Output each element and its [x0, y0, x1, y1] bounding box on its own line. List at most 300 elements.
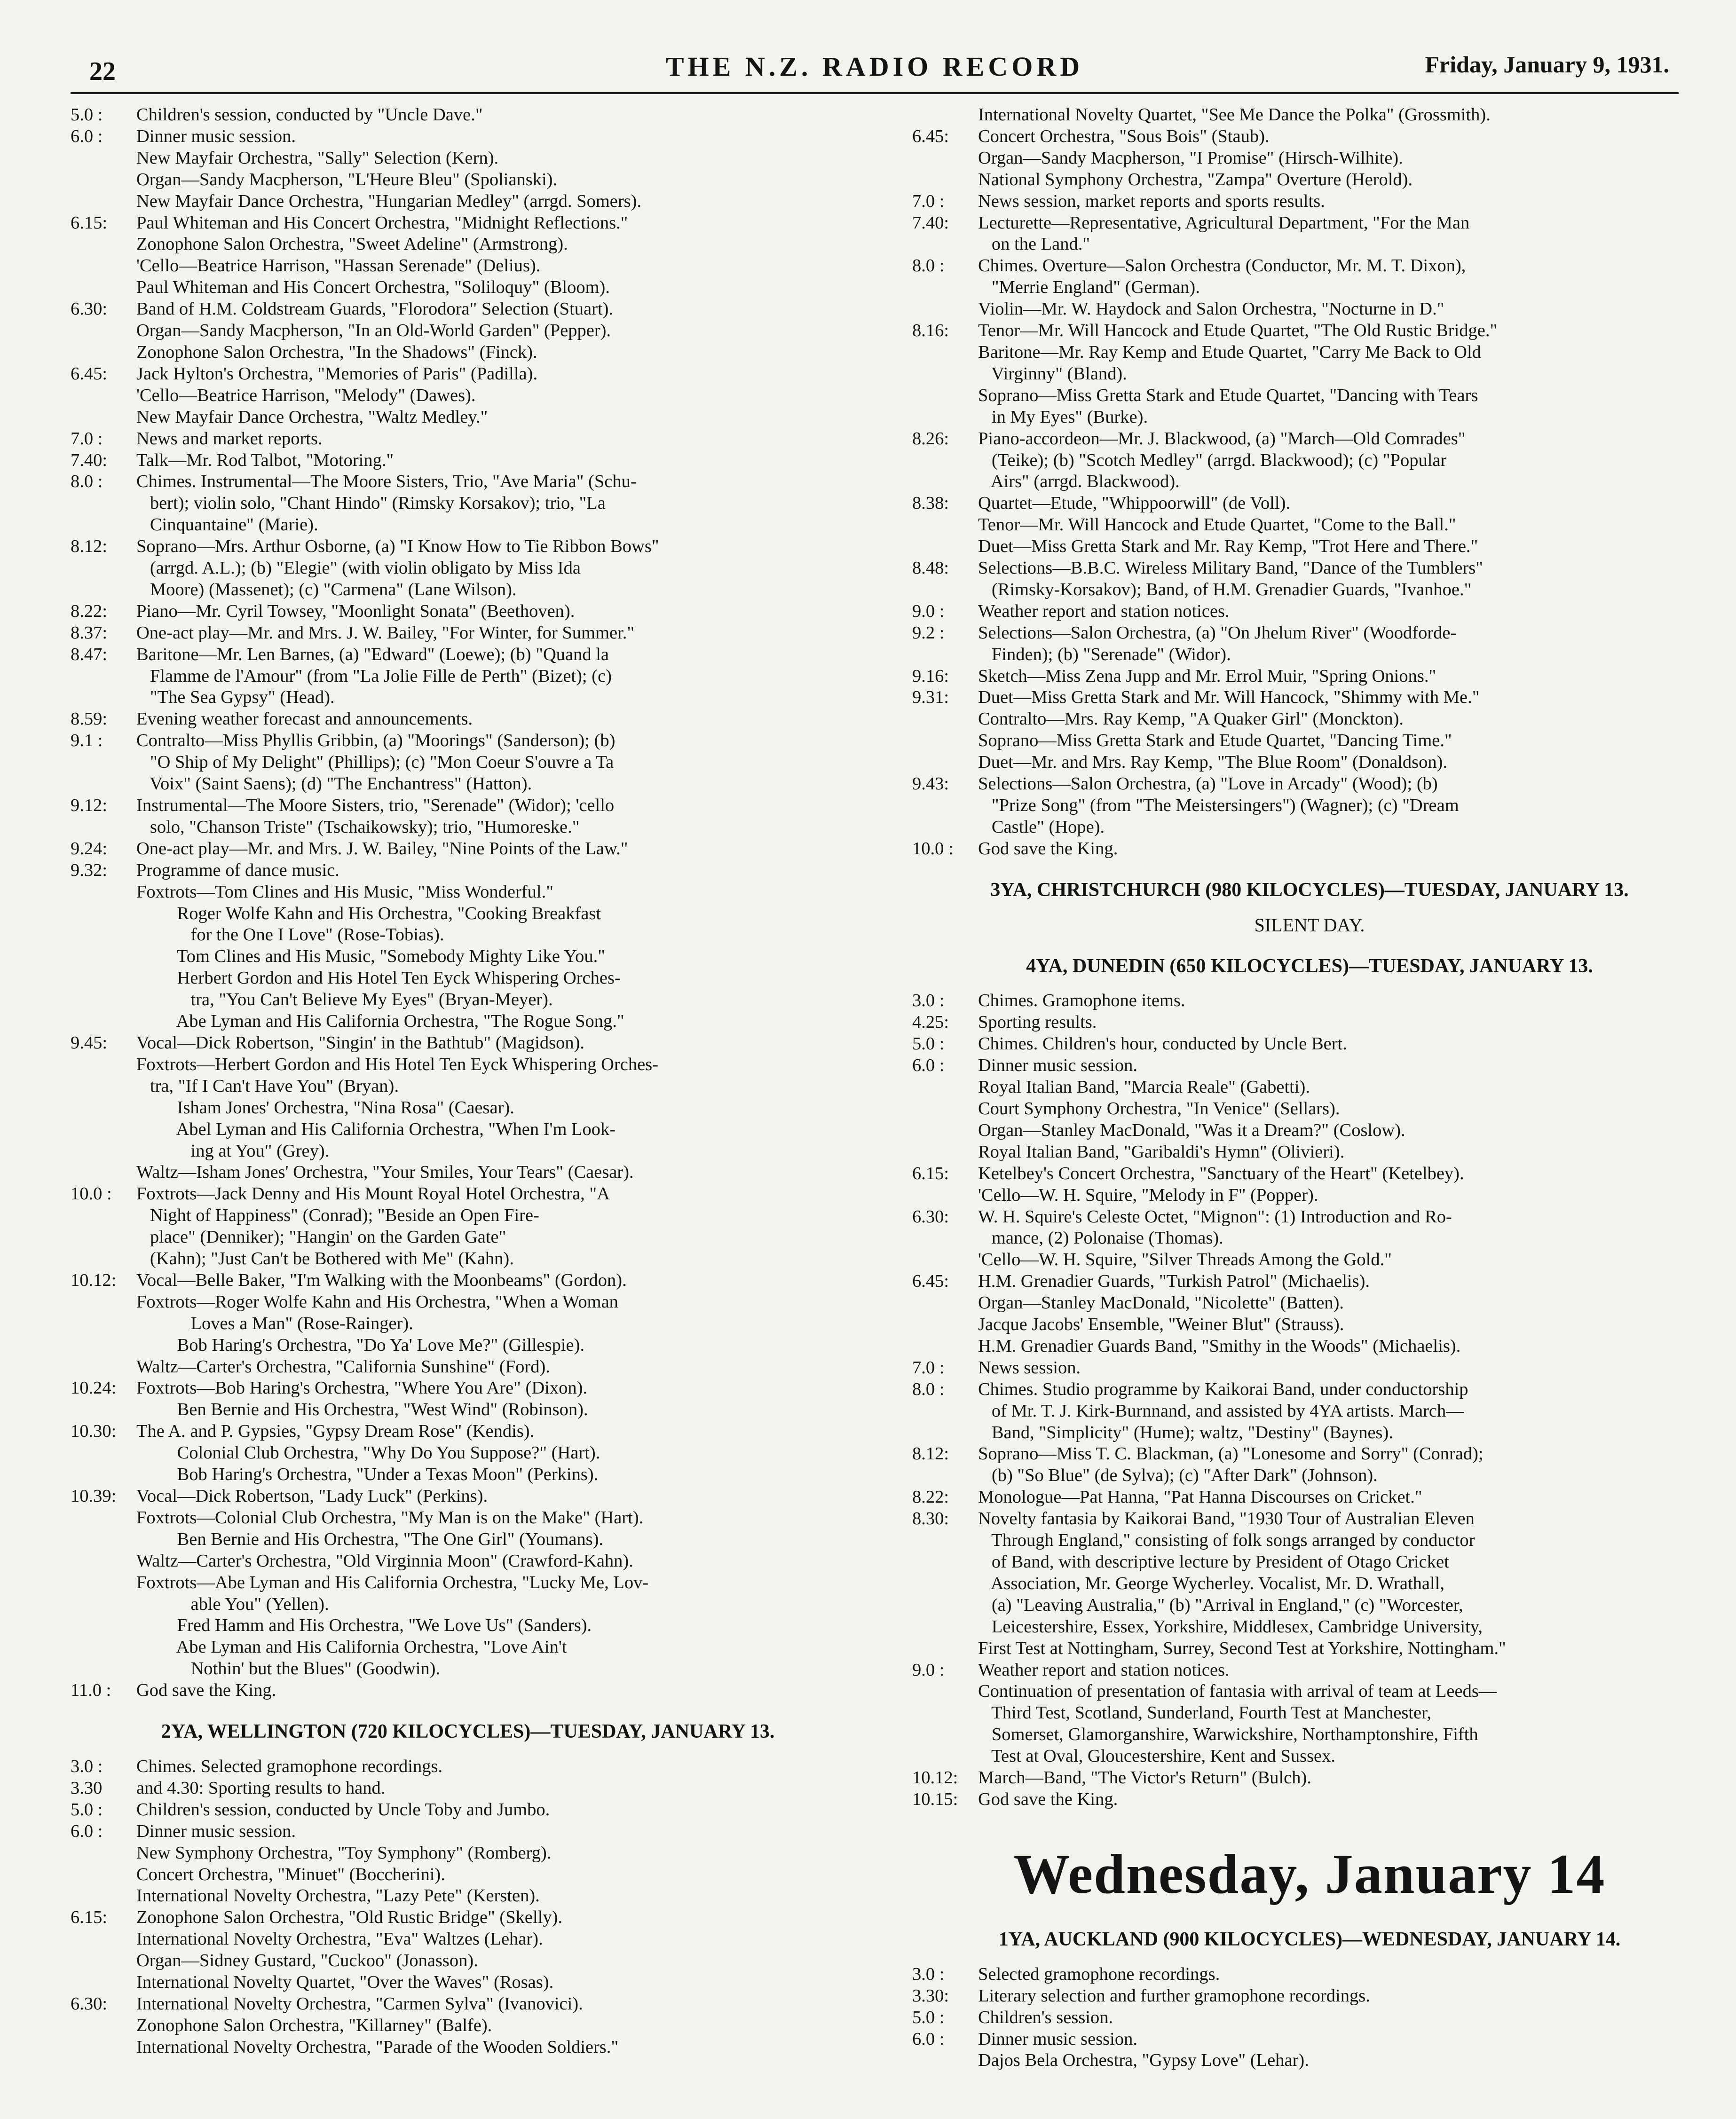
programme-entry — [912, 622, 1707, 644]
programme-entry — [912, 1552, 1707, 1573]
entry-time: 5.0 : — [71, 1799, 103, 1820]
entry-time: 10.15: — [912, 1789, 958, 1809]
programme-entry — [912, 687, 1707, 709]
entry-text: Monologue—Pat Hanna, "Pat Hanna Discourses on Cricket." — [978, 1487, 1422, 1507]
programme-entry — [912, 1033, 1707, 1055]
station-note: SILENT DAY. — [1254, 914, 1365, 936]
programme-entry — [71, 407, 865, 428]
entry-text: Selections—Salon Orchestra, (a) "On Jhelum River" (Woodforde- — [978, 622, 1457, 643]
programme-entry — [71, 1864, 865, 1886]
programme-entry — [71, 1572, 865, 1594]
programme-entry — [71, 169, 865, 191]
entry-text: Ben Bernie and His Orchestra, "West Wind" (Robinson). — [136, 1400, 588, 1420]
programme-entry — [912, 320, 1707, 342]
entry-text: Concert Orchestra, "Sous Bois" (Staub). — [978, 126, 1270, 146]
entry-time — [71, 903, 136, 925]
programme-entry — [912, 752, 1707, 773]
day-heading: Wednesday, January 14 — [1013, 1842, 1606, 1905]
programme-entry — [912, 385, 1707, 407]
entry-text: Paul Whiteman and His Concert Orchestra, "Soliloquy" (Bloom). — [136, 277, 610, 298]
entry-text: Castle" (Hope). — [978, 817, 1105, 837]
entry-text: International Novelty Orchestra, "Parade of the Wooden Soldiers." — [136, 2037, 619, 2057]
programme-entry — [912, 1055, 1707, 1077]
left-column — [71, 104, 865, 2058]
entry-text: Zonophone Salon Orchestra, "In the Shadows" (Finck). — [136, 342, 537, 362]
entry-time — [912, 234, 978, 255]
entry-text: tra, "If I Can't Have You" (Bryan). — [136, 1076, 399, 1096]
entry-time — [71, 1464, 136, 1486]
entry-time — [71, 1885, 136, 1907]
entry-text: 'Cello—W. H. Squire, "Melody in F" (Popper). — [978, 1185, 1318, 1205]
entry-time: 8.37: — [71, 622, 108, 643]
programme-entry — [912, 644, 1707, 666]
programme-entry — [71, 1637, 865, 1658]
entry-time — [912, 709, 978, 730]
entry-text: Continuation of presentation of fantasia with arrival of team at Leeds— — [978, 1681, 1497, 1702]
programme-entry — [71, 493, 865, 514]
entry-time: 6.0 : — [71, 1821, 103, 1841]
entry-time — [71, 1335, 136, 1356]
entry-text: International Novelty Orchestra, "Eva" Waltzes (Lehar). — [136, 1929, 543, 1949]
programme-entry — [71, 2037, 865, 2058]
entry-text: of Mr. T. J. Kirk-Burnnand, and assisted by 4YA artists. March— — [978, 1401, 1464, 1421]
entry-text: New Mayfair Dance Orchestra, "Hungarian Medley" (arrgd. Somers). — [136, 191, 642, 211]
entry-text: Dajos Bela Orchestra, "Gypsy Love" (Lehar). — [978, 2050, 1309, 2071]
entry-text: W. H. Squire's Celeste Octet, "Mignon": (1) Introduction and Ro- — [978, 1206, 1452, 1227]
programme-entry — [71, 924, 865, 946]
programme-entry — [912, 795, 1707, 817]
entry-text: Chimes. Studio programme by Kaikorai Band, under conductorship — [978, 1379, 1468, 1399]
entry-text: Violin—Mr. W. Haydock and Salon Orchestra, "Nocturne in D." — [978, 299, 1444, 319]
programme-entry — [912, 1292, 1707, 1314]
entry-text: God save the King. — [136, 1680, 276, 1701]
entry-time — [912, 1746, 978, 1767]
programme-entry — [912, 1487, 1707, 1508]
entry-text: on the Land." — [978, 234, 1090, 254]
entry-time — [912, 342, 978, 363]
issue-date: Friday, January 9, 1931. — [1425, 51, 1669, 78]
entry-time — [912, 1681, 978, 1702]
programme-entry — [912, 1422, 1707, 1444]
programme-entry — [912, 342, 1707, 363]
entry-time: 8.0 : — [71, 472, 103, 492]
programme-entry — [71, 1356, 865, 1378]
entry-time — [71, 2037, 136, 2058]
entry-text: "Merrie England" (German). — [978, 277, 1200, 298]
entry-text: Association, Mr. George Wycherley. Vocalist, Mr. D. Wrathall, — [978, 1573, 1444, 1593]
entry-time — [71, 407, 136, 428]
programme-entry — [71, 320, 865, 342]
entry-time — [912, 363, 978, 385]
entry-text: "Prize Song" (from "The Meistersingers") (Wagner); (c) "Dream — [978, 796, 1459, 815]
entry-text: Abe Lyman and His California Orchestra, "The Rogue Song." — [136, 1011, 624, 1032]
entry-text: Talk—Mr. Rod Talbot, "Motoring." — [136, 450, 394, 470]
entry-text: Band, "Simplicity" (Hume); waltz, "Destiny" (Baynes). — [978, 1422, 1393, 1442]
programme-entry — [71, 1929, 865, 1950]
entry-text: solo, "Chanson Triste" (Tschaikowsky); trio, "Humoreske." — [136, 817, 580, 837]
programme-entry — [912, 471, 1707, 493]
entry-time — [71, 1551, 136, 1572]
station-heading: 1YA, AUCKLAND (900 KILOCYCLES)—WEDNESDAY, JANUARY 14. — [998, 1928, 1621, 1950]
entry-time — [912, 1228, 978, 1249]
station-heading: 4YA, DUNEDIN (650 KILOCYCLES)—TUESDAY, JANUARY 13. — [1026, 955, 1593, 977]
entry-time — [912, 1401, 978, 1422]
programme-entry — [71, 946, 865, 968]
entry-text: "The Sea Gypsy" (Head). — [136, 687, 335, 708]
programme-entry — [71, 1464, 865, 1486]
entry-text: 'Cello—Beatrice Harrison, "Hassan Serenade" (Delius). — [136, 256, 541, 276]
entry-time — [71, 817, 136, 838]
entry-time: 7.0 : — [912, 191, 945, 211]
programme-entry — [912, 1746, 1707, 1767]
entry-time — [912, 1098, 978, 1120]
entry-time — [71, 989, 136, 1011]
programme-entry — [71, 148, 865, 169]
entry-time: 9.24: — [71, 838, 108, 859]
entry-time — [912, 1552, 978, 1573]
programme-entry — [71, 752, 865, 773]
programme-entry — [71, 536, 865, 558]
programme-entry — [912, 1163, 1707, 1185]
entry-time — [71, 1141, 136, 1162]
entry-time: 3.30: — [912, 1985, 949, 2006]
programme-entry — [912, 579, 1707, 601]
entry-time: 10.30: — [71, 1421, 117, 1442]
programme-entry — [912, 514, 1707, 536]
programme-entry — [71, 385, 865, 407]
entry-text: Jacque Jacobs' Ensemble, "Weiner Blut" (Strauss). — [978, 1315, 1344, 1335]
programme-entry — [71, 1378, 865, 1399]
entry-text: bert); violin solo, "Chant Hindo" (Rimsky Korsakov); trio, "La — [136, 493, 606, 513]
entry-text: Weather report and station notices. — [978, 1660, 1230, 1680]
entry-text: Children's session. — [978, 2007, 1113, 2027]
entry-text: International Novelty Orchestra, "Carmen Sylva" (Ivanovici). — [136, 1993, 583, 2014]
entry-text: March—Band, "The Victor's Return" (Bulch). — [978, 1768, 1311, 1788]
entry-time: 8.47: — [71, 644, 108, 664]
entry-time: 3.0 : — [912, 991, 945, 1011]
entry-text: (a) "Leaving Australia," (b) "Arrival in England," (c) "Worcester, — [978, 1595, 1463, 1615]
entry-time: 6.15: — [71, 213, 108, 233]
entry-text: (Kahn); "Just Can't be Bothered with Me" (Kahn). — [136, 1249, 514, 1269]
programme-entry — [912, 1789, 1707, 1811]
entry-time: 9.0 : — [912, 1660, 945, 1680]
entry-time — [71, 579, 136, 601]
programme-entry — [71, 277, 865, 299]
entry-text: Foxtrots—Jack Denny and His Mount Royal Hotel Orchestra, "A — [136, 1184, 610, 1204]
programme-entry — [71, 666, 865, 687]
programme-entry — [71, 1615, 865, 1637]
entry-text: Soprano—Mrs. Arthur Osborne, (a) "I Know How to Tie Ribbon Bows" — [136, 536, 659, 557]
entry-time — [912, 1314, 978, 1336]
programme-entry — [71, 558, 865, 579]
entry-text: Organ—Sidney Gustard, "Cuckoo" (Jonasson). — [136, 1951, 478, 1971]
programme-entry — [71, 1529, 865, 1551]
entry-time: 6.0 : — [71, 126, 103, 146]
entry-text: Foxtrots—Roger Wolfe Kahn and His Orchestra, "When a Woman — [136, 1292, 618, 1312]
entry-text: Contralto—Mrs. Ray Kemp, "A Quaker Girl" (Monckton). — [978, 709, 1404, 729]
entry-time: 7.40: — [71, 450, 108, 470]
programme-entry — [912, 234, 1707, 255]
entry-text: and 4.30: Sporting results to hand. — [136, 1778, 386, 1798]
entry-text: Concert Orchestra, "Minuet" (Boccherini). — [136, 1864, 445, 1884]
programme-entry — [912, 1206, 1707, 1228]
entry-text: "O Ship of My Delight" (Phillips); (c) "Mon Coeur S'ouvre a Ta — [136, 752, 614, 772]
programme-entry — [71, 2015, 865, 2037]
entry-text: One-act play—Mr. and Mrs. J. W. Bailey, "Nine Points of the Law." — [136, 838, 628, 859]
entry-text: Nothin' but the Blues" (Goodwin). — [136, 1659, 441, 1679]
entry-time: 7.0 : — [912, 1357, 945, 1378]
entry-text: Loves a Man" (Rose-Rainger). — [136, 1313, 413, 1333]
programme-entry — [71, 1183, 865, 1205]
programme-entry — [71, 342, 865, 363]
entry-text: Novelty fantasia by Kaikorai Band, "1930 Tour of Australian Eleven — [978, 1509, 1475, 1529]
programme-entry — [71, 795, 865, 817]
entry-time: 10.0 : — [71, 1184, 112, 1204]
entry-time — [71, 968, 136, 989]
entry-text: Cinquantaine" (Marie). — [136, 515, 318, 535]
entry-text: H.M. Grenadier Guards, "Turkish Patrol" (Michaelis). — [978, 1271, 1370, 1292]
entry-time — [71, 1972, 136, 1993]
programme-entry — [71, 968, 865, 989]
publication-title: THE N.Z. RADIO RECORD — [665, 51, 1084, 82]
entry-text: of Band, with descriptive lecture by President of Otago Cricket — [978, 1552, 1449, 1572]
programme-entry — [71, 903, 865, 925]
entry-time — [71, 169, 136, 191]
entry-time — [71, 385, 136, 407]
entry-time: 6.15: — [71, 1907, 108, 1928]
entry-time — [71, 1097, 136, 1119]
programme-entry — [71, 1658, 865, 1680]
entry-time: 10.39: — [71, 1486, 117, 1506]
programme-entry — [71, 126, 865, 148]
entry-text: Waltz—Carter's Orchestra, "California Sunshine" (Ford). — [136, 1356, 550, 1377]
entry-time — [71, 558, 136, 579]
entry-text: Bob Haring's Orchestra, "Do Ya' Love Me?" (Gillespie). — [136, 1335, 585, 1355]
programme-entry — [912, 213, 1707, 234]
entry-text: Selected gramophone recordings. — [978, 1964, 1220, 1984]
entry-text: Ketelbey's Concert Orchestra, "Sanctuary of the Heart" (Ketelbey). — [978, 1163, 1464, 1183]
right-column — [912, 104, 1707, 2072]
entry-time: 5.0 : — [912, 2007, 945, 2027]
entry-time: 8.22: — [71, 601, 108, 621]
programme-entry — [71, 299, 865, 320]
entry-text: Chimes. Selected gramophone recordings. — [136, 1756, 443, 1776]
entry-text: Baritone—Mr. Len Barnes, (a) "Edward" (Loewe); (b) "Quand la — [136, 644, 609, 664]
programme-entry — [912, 407, 1707, 428]
programme-entry — [71, 1907, 865, 1929]
entry-text: ing at You" (Grey). — [136, 1141, 330, 1161]
entry-time: 8.0 : — [912, 256, 945, 276]
programme-entry — [912, 191, 1707, 213]
entry-text: Court Symphony Orchestra, "In Venice" (Sellars). — [978, 1098, 1340, 1119]
entry-text: Jack Hylton's Orchestra, "Memories of Paris" (Padilla). — [136, 363, 538, 384]
programme-entry — [912, 1508, 1707, 1530]
programme-entry — [71, 838, 865, 860]
entry-text: Voix" (Saint Saens); (d) "The Enchantress" (Hatton). — [136, 774, 532, 794]
entry-time — [71, 234, 136, 255]
programme-entry — [912, 666, 1707, 687]
programme-entry — [71, 1399, 865, 1421]
entry-time — [912, 1249, 978, 1271]
programme-entry — [912, 1314, 1707, 1336]
programme-entry — [912, 2029, 1707, 2050]
entry-text: Duet—Miss Gretta Stark and Mr. Will Hancock, "Shimmy with Me." — [978, 687, 1480, 708]
entry-time: 6.0 : — [912, 1056, 945, 1076]
programme-entry — [71, 1885, 865, 1907]
entry-time — [912, 1638, 978, 1660]
entry-text: Organ—Sandy Macpherson, "In an Old-World Garden" (Pepper). — [136, 321, 611, 341]
entry-time: 10.24: — [71, 1378, 117, 1398]
entry-time — [912, 579, 978, 601]
programme-entry — [71, 1950, 865, 1972]
programme-entry — [71, 1778, 865, 1799]
entry-text: (b) "So Blue" (de Sylva); (c) "After Dark" (Johnson). — [978, 1465, 1378, 1486]
entry-text: Isham Jones' Orchestra, "Nina Rosa" (Caesar). — [136, 1097, 514, 1118]
entry-time — [71, 1442, 136, 1464]
programme-entry — [912, 601, 1707, 622]
entry-text: Tenor—Mr. Will Hancock and Etude Quartet, "The Old Rustic Bridge." — [978, 321, 1498, 341]
entry-text: for the One I Love" (Rose-Tobias). — [136, 925, 444, 945]
entry-text: Chimes. Overture—Salon Orchestra (Conductor, Mr. M. T. Dixon), — [978, 256, 1466, 276]
programme-entry — [71, 709, 865, 730]
programme-entry — [71, 1248, 865, 1270]
entry-text: New Mayfair Dance Orchestra, "Waltz Medley." — [136, 407, 488, 427]
programme-entry — [71, 644, 865, 666]
entry-time — [71, 946, 136, 968]
entry-text: Sketch—Miss Zena Jupp and Mr. Errol Muir, "Spring Onions." — [978, 666, 1436, 686]
entry-text: Organ—Stanley MacDonald, "Nicolette" (Batten). — [978, 1293, 1344, 1313]
entry-text: News and market reports. — [136, 428, 323, 449]
entry-time: 8.22: — [912, 1487, 949, 1507]
entry-time — [71, 191, 136, 213]
entry-text: Chimes. Gramophone items. — [978, 991, 1185, 1011]
entry-text: Selections—Salon Orchestra, (a) "Love in Arcady" (Wood); (b) — [978, 774, 1438, 794]
entry-time — [912, 1120, 978, 1142]
entry-time — [912, 644, 978, 666]
entry-time: 8.59: — [71, 709, 108, 729]
entry-time — [912, 1292, 978, 1314]
entry-time — [71, 924, 136, 946]
entry-text: Dinner music session. — [978, 1056, 1137, 1076]
entry-time — [71, 1205, 136, 1227]
header-rule — [71, 92, 1679, 94]
programme-entry — [71, 773, 865, 795]
entry-time: 7.0 : — [71, 428, 103, 449]
entry-text: Organ—Stanley MacDonald, "Was it a Dream?" (Coslow). — [978, 1120, 1405, 1140]
programme-entry — [71, 1972, 865, 1993]
programme-entry — [71, 1292, 865, 1313]
entry-text: Tom Clines and His Music, "Somebody Mighty Like You." — [136, 946, 605, 967]
entry-text: God save the King. — [978, 1789, 1118, 1809]
entry-time — [912, 385, 978, 407]
programme-entry — [912, 1336, 1707, 1357]
entry-text: Children's session, conducted by "Uncle Dave." — [136, 105, 483, 125]
entry-time: 6.45: — [912, 126, 949, 146]
entry-time — [71, 342, 136, 363]
entry-text: New Symphony Orchestra, "Toy Symphony" (Romberg). — [136, 1843, 552, 1863]
entry-text: Paul Whiteman and His Concert Orchestra, "Midnight Reflections." — [136, 213, 628, 233]
entry-time — [912, 104, 978, 126]
programme-entry — [71, 234, 865, 255]
entry-time — [71, 1864, 136, 1886]
programme-entry — [71, 989, 865, 1011]
entry-time — [71, 666, 136, 687]
programme-entry — [912, 1012, 1707, 1033]
entry-text: Test at Oval, Gloucestershire, Kent and Sussex. — [978, 1746, 1336, 1766]
entry-text: Finden); (b) "Serenade" (Widor). — [978, 644, 1231, 664]
entry-time — [912, 407, 978, 428]
entry-text: Dinner music session. — [136, 1821, 296, 1841]
entry-time: 9.2 : — [912, 622, 945, 643]
entry-time — [71, 687, 136, 709]
entry-text: Night of Happiness" (Conrad); "Beside an Open Fire- — [136, 1205, 539, 1226]
entry-time: 8.48: — [912, 558, 949, 578]
programme-entry — [912, 1379, 1707, 1401]
entry-time: 5.0 : — [912, 1034, 945, 1054]
programme-entry — [912, 255, 1707, 277]
entry-time — [912, 752, 978, 773]
entry-text: First Test at Nottingham, Surrey, Second Test at Yorkshire, Nottingham." — [978, 1638, 1506, 1658]
entry-time — [71, 1929, 136, 1950]
entry-time — [71, 882, 136, 903]
programme-entry — [71, 191, 865, 213]
entry-time — [912, 1530, 978, 1552]
programme-entry — [71, 1486, 865, 1507]
entry-time — [912, 1595, 978, 1616]
entry-time: 9.0 : — [912, 601, 945, 621]
programme-entry — [71, 601, 865, 622]
programme-entry — [71, 213, 865, 234]
programme-entry — [912, 1271, 1707, 1292]
entry-text: Virginny" (Bland). — [978, 363, 1127, 384]
programme-entry — [71, 1119, 865, 1141]
programme-entry — [912, 817, 1707, 838]
programme-entry — [71, 1313, 865, 1335]
entry-text: Dinner music session. — [136, 126, 296, 146]
entry-time: 9.32: — [71, 860, 108, 880]
entry-text: Duet—Mr. and Mrs. Ray Kemp, "The Blue Room" (Donaldson). — [978, 752, 1448, 772]
entry-time — [912, 277, 978, 299]
entry-text: The A. and P. Gypsies, "Gypsy Dream Rose" (Kendis). — [136, 1421, 535, 1442]
entry-time: 9.1 : — [71, 731, 103, 751]
programme-entry — [912, 1702, 1707, 1724]
entry-time: 9.45: — [71, 1032, 108, 1053]
entry-time — [71, 1227, 136, 1248]
programme-entry — [71, 687, 865, 709]
entry-text: Children's session, conducted by Uncle Toby and Jumbo. — [136, 1799, 550, 1820]
entry-time: 3.30 — [71, 1778, 103, 1798]
programme-entry — [71, 817, 865, 838]
programme-entry — [912, 104, 1707, 126]
programme-entry — [71, 622, 865, 644]
entry-time — [71, 1292, 136, 1313]
entry-text: Chimes. Children's hour, conducted by Uncle Bert. — [978, 1034, 1347, 1054]
entry-text: International Novelty Quartet, "Over the Waves" (Rosas). — [136, 1972, 554, 1993]
programme-entry — [71, 1270, 865, 1292]
programme-entry — [912, 1185, 1707, 1206]
programme-entry — [912, 493, 1707, 514]
entry-time: 8.38: — [912, 493, 949, 513]
entry-time — [71, 493, 136, 514]
entry-text: News session. — [978, 1357, 1081, 1378]
programme-entry — [912, 148, 1707, 169]
entry-text: Soprano—Miss Gretta Stark and Etude Quartet, "Dancing with Tears — [978, 385, 1478, 405]
entry-time — [71, 752, 136, 773]
entry-text: Literary selection and further gramophone recordings. — [978, 1985, 1370, 2006]
programme-entry — [912, 1724, 1707, 1746]
entry-time — [71, 1658, 136, 1680]
entry-time — [912, 1616, 978, 1638]
